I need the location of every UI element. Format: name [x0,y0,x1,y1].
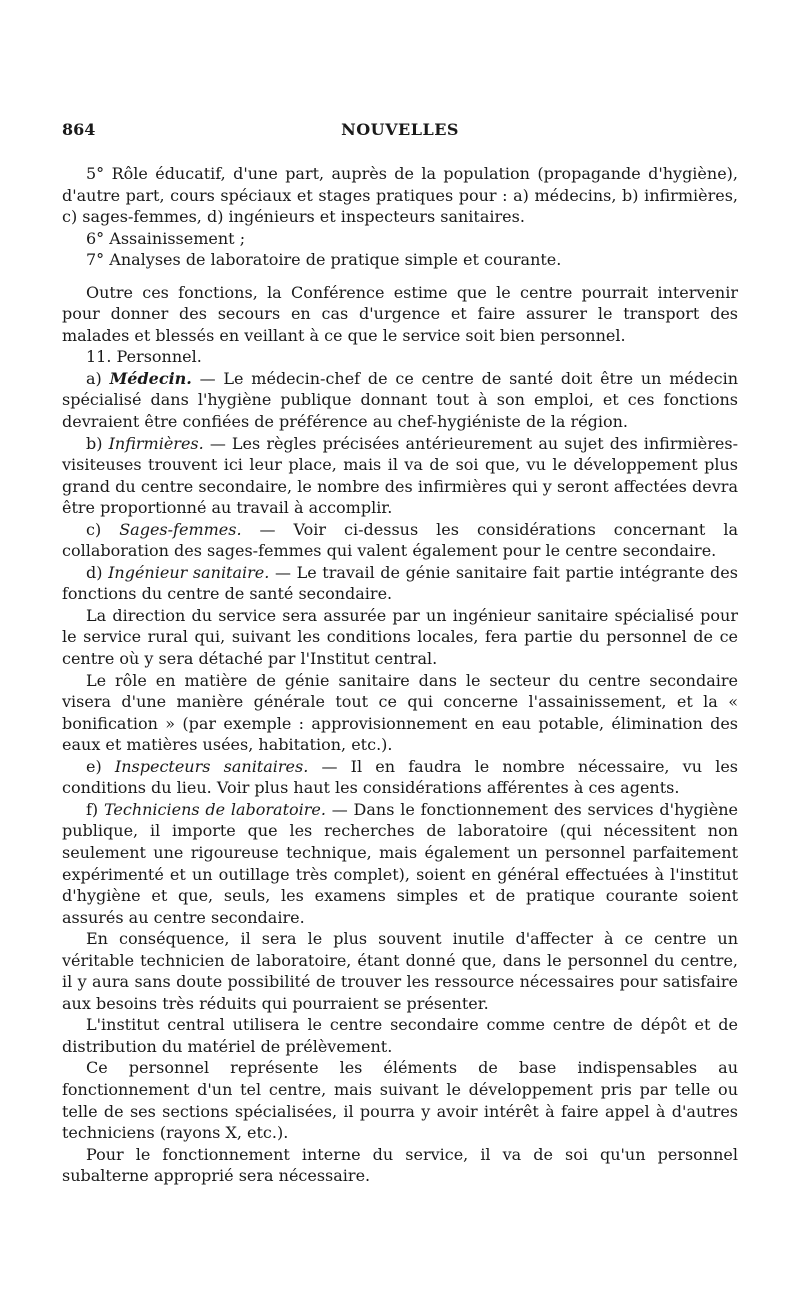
subsection-label: a) [86,368,110,388]
paragraph-role: Le rôle en matière de génie sanitaire dans le secteur du centre secondaire visera d'une manière générale tout ce qui concerne l'assainissement, et la « bonification » (par exemple : approvisionnement en eau potable, élimination des eaux et matières usées, habitation, etc.). [62,670,738,755]
subsection-title: Techniciens de laboratoire. [103,799,326,819]
subsection-medecin [62,368,738,433]
subsection-title: Ingénieur sanitaire. [108,562,270,582]
subsection-label: f) [86,799,104,819]
subsection-text: — Le médecin-chef de ce centre de santé doit être un médecin spécialisé dans l'hygiène publique donnant tout à son emploi, et ces fonctions devraient être confiées de préférence au chef-hygiéniste de la région. [62,368,738,432]
running-title: NOUVELLES [341,120,459,139]
paragraph-outre: Outre ces fonctions, la Conférence estime que le centre pourrait intervenir pour donner des secours en cas d'urgence et faire assurer le transport des malades et blessés en veillant à ce que le service soit bien personnel. [62,282,738,345]
subsection-text: — Voir ci-dessus les considérations concernant la collaboration des sages-femmes qui valent également pour le centre secondaire. [62,519,739,561]
section-heading-personnel: 11. Personnel. [86,347,202,367]
subsection-title: Sages-femmes. [119,519,242,539]
subsection-text: — Il en faudra le nombre nécessaire, vu les conditions du lieu. Voir plus haut les considérations afférentes à ces agents. [62,756,739,798]
subsection-ingenieur [62,562,738,605]
subsection-inspecteurs [62,756,738,799]
subsection-label: d) [86,562,109,582]
list-item-text: Assainissement ; [109,228,246,248]
paragraph-direction: La direction du service sera assurée par un ingénieur sanitaire spécialisé pour le service rural qui, suivant les conditions locales, fera partie du personnel de ce centre où y sera détaché par l'Institut central. [62,605,738,669]
subsection-text: — Le travail de génie sanitaire fait partie intégrante des fonctions du centre de santé secondaire. [62,562,738,604]
list-item-number: 6° [86,228,105,248]
subsection-title: Infirmières. [108,433,204,453]
list-item-number: 7° [86,250,105,270]
subsection-label: c) [86,519,120,539]
page-header [62,120,738,144]
paragraph-institut: L'institut central utilisera le centre secondaire comme centre de dépôt et de distribution du matériel de prélèvement. [62,1015,738,1056]
paragraph-ce-personnel: Ce personnel représente les éléments de base indispensables au fonctionnement d'un tel centre, mais suivant le développement pris par telle ou telle de ses sections spécialisées, il pourra y avoir intérêt à faire appel à d'autres techniciens (rayons X, etc.). [62,1058,738,1143]
list-item-number: 5° [86,164,105,183]
subsection-text: — Dans le fonctionnement des services d'hygiène publique, il importe que les recherches de laboratoire (qui nécessitent non seulement une rigoureuse technique, mais également un personnel parfaitement expérimenté et un outillage très complet), soient en général effectuées à l'institut d'hygiène et que, seuls, les examens simples et de pratique courante soient assurés au centre secondaire. [62,799,739,927]
subsection-infirmieres [62,433,738,519]
list-item-text: Rôle éducatif, d'une part, auprès de la population (propagande d'hygiène), d'autre part, cours spéciaux et stages pratiques pour : a) médecins, b) infirmières, c) sages-femmes, d) ingénieurs et inspecteurs sanitaires. [62,164,738,227]
subsection-label: e) [86,756,115,776]
page-number: 864 [62,120,96,139]
list-item-text: Analyses de laboratoire de pratique simple et courante. [109,250,562,270]
subsection-label: b) [86,433,109,453]
list-item [62,163,738,228]
list-item [62,249,738,271]
subsection-title: Inspecteurs sanitaires. [114,756,309,776]
subsection-title: Médecin. [109,368,192,388]
paragraph-pour: Pour le fonctionnement interne du service, il va de soi qu'un personnel subalterne approprié sera nécessaire. [62,1144,738,1186]
subsection-sages-femmes [62,519,738,562]
list-item [62,228,738,250]
body-text [62,163,738,1187]
subsection-techniciens [62,799,738,928]
subsection-text: — Les règles précisées antérieurement au sujet des infirmières-visiteuses trouvent ici leur place, mais il va de soi que, vu le développement plus grand du centre secondaire, le nombre des infirmières qui y seront affectées devra être proportionné au travail à accomplir. [62,433,738,518]
paragraph-consequence: En conséquence, il sera le plus souvent inutile d'affecter à ce centre un véritable technicien de laboratoire, étant donné que, dans le personnel du centre, il y aura sans doute possibilité de trouver les ressource nécessaires pour satisfaire aux besoins très réduits qui pourraient se présenter. [62,929,738,1013]
